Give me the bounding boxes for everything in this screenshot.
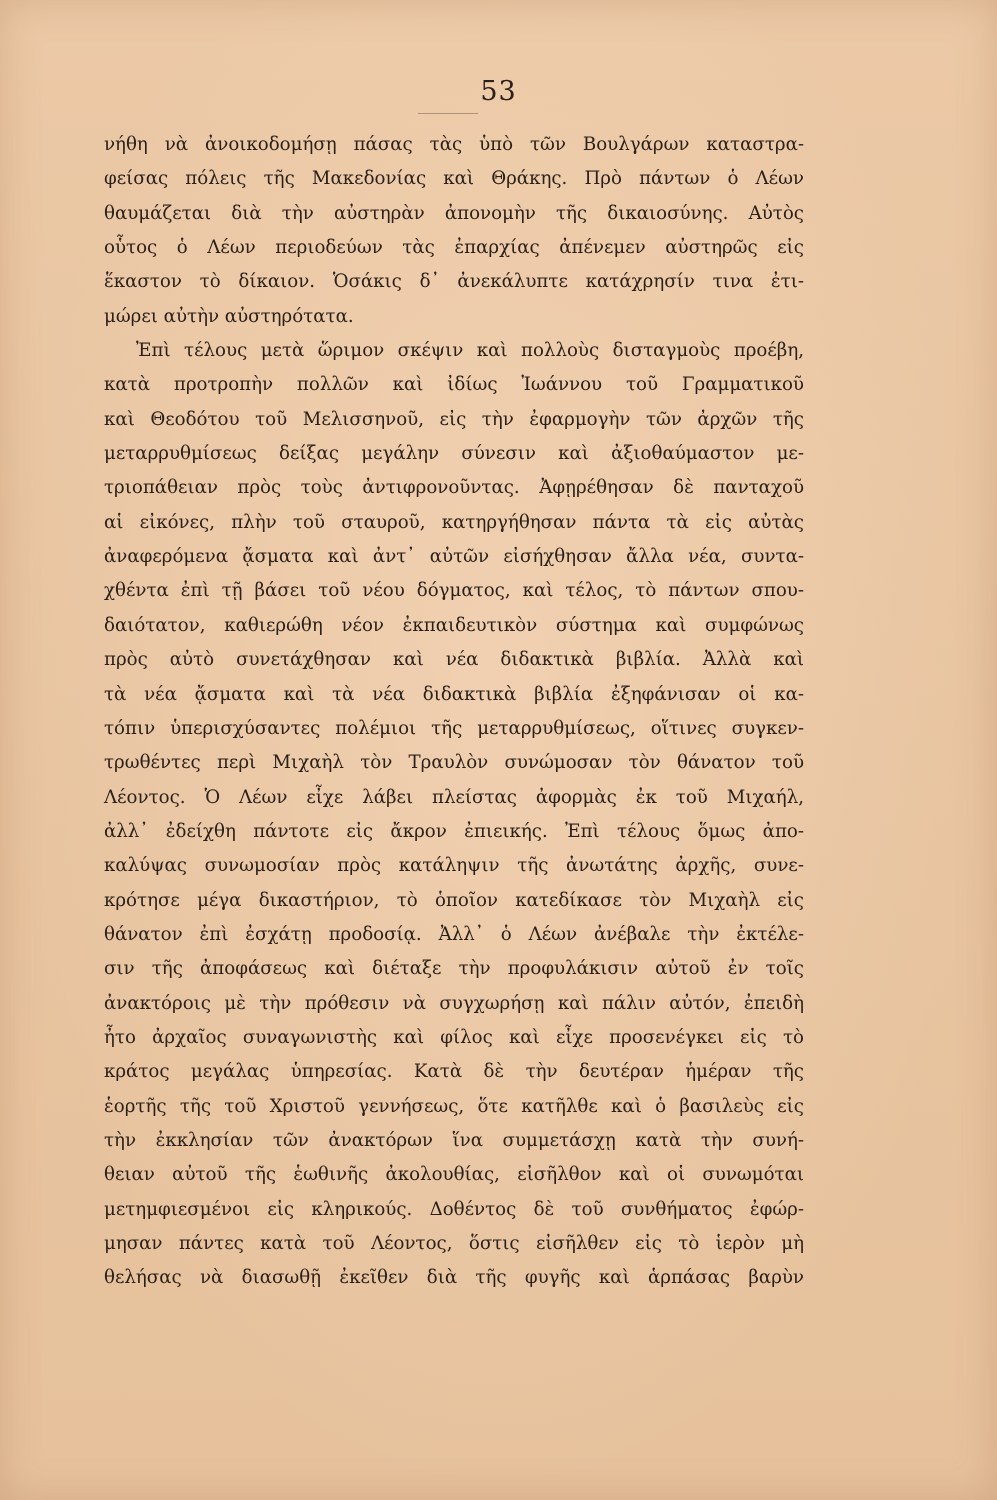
text-line: μετημφιεσμένοι εἰς κληρικούς. Δοθέντος δὲ τοῦ συνθήματος ἐφώρ- bbox=[104, 1198, 804, 1220]
text-line: ἑορτῆς τῆς τοῦ Χριστοῦ γεννήσεως, ὅτε κατῆλθε καὶ ὁ βασιλεὺς εἰς bbox=[104, 1095, 804, 1117]
text-line: ἀλλ᾽ ἐδείχθη πάντοτε εἰς ἄκρον ἐπιεικής. Ἐπὶ τέλους ὅμως ἀπο- bbox=[104, 820, 804, 842]
text-line: μεταρρυθμίσεως δείξας μεγάλην σύνεσιν καὶ ἀξιοθαύμαστον με- bbox=[104, 443, 804, 465]
text-line: σιν τῆς ἀποφάσεως καὶ διέταξε τὴν προφυλάκισιν αὐτοῦ ἐν τοῖς bbox=[104, 958, 804, 980]
text-line: τρωθέντες περὶ Μιχαὴλ τὸν Τραυλὸν συνώμοσαν τὸν θάνατον τοῦ bbox=[104, 752, 804, 774]
text-line: τριοπάθειαν πρὸς τοὺς ἀντιφρονοῦντας. Ἀφῃρέθησαν δὲ πανταχοῦ bbox=[104, 477, 804, 499]
text-line: νήθη νὰ ἀνοικοδομήσῃ πάσας τὰς ὑπὸ τῶν Βουλγάρων καταστρα- bbox=[104, 134, 804, 155]
text-line: μησαν πάντες κατὰ τοῦ Λέοντος, ὅστις εἰσῆλθεν εἰς τὸ ἱερὸν μὴ bbox=[104, 1233, 804, 1254]
text-line: θειαν αὐτοῦ τῆς ἑωθινῆς ἀκολουθίας, εἰσῆλθον καὶ οἱ συνωμόται bbox=[104, 1164, 804, 1186]
page-number-rule bbox=[418, 113, 478, 114]
page-number: 53 bbox=[480, 76, 517, 107]
text-line: φείσας πόλεις τῆς Μακεδονίας καὶ Θράκης. Πρὸ πάντων ὁ Λέων bbox=[104, 168, 804, 190]
text-line: Ἐπὶ τέλους μετὰ ὥριμον σκέψιν καὶ πολλοὺς δισταγμοὺς προέβη, bbox=[136, 340, 804, 362]
text-line: κατὰ προτροπὴν πολλῶν καὶ ἰδίως Ἰωάννου τοῦ Γραμματικοῦ bbox=[104, 374, 804, 396]
text-line: καλύψας συνωμοσίαν πρὸς κατάληψιν τῆς ἀνωτάτης ἀρχῆς, συνε- bbox=[104, 855, 804, 877]
text-line: θελήσας νὰ διασωθῇ ἐκεῖθεν διὰ τῆς φυγῆς καὶ ἁρπάσας βαρὺν bbox=[104, 1267, 804, 1289]
text-line: δαιότατον, καθιερώθη νέον ἐκπαιδευτικὸν σύστημα καὶ συμφώνως bbox=[104, 614, 804, 636]
text-line: μώρει αὐτὴν αὐστηρότατα. bbox=[104, 305, 354, 327]
text-line: χθέντα ἐπὶ τῇ βάσει τοῦ νέου δόγματος, καὶ τέλος, τὸ πάντων σπου- bbox=[104, 580, 804, 602]
text-line: οὗτος ὁ Λέων περιοδεύων τὰς ἐπαρχίας ἀπένεμεν αὐστηρῶς εἰς bbox=[104, 237, 804, 259]
text-line: αἱ εἰκόνες, πλὴν τοῦ σταυροῦ, κατηργήθησαν πάντα τὰ εἰς αὐτὰς bbox=[104, 511, 804, 533]
text-line: κρότησε μέγα δικαστήριον, τὸ ὁποῖον κατεδίκασε τὸν Μιχαὴλ εἰς bbox=[104, 889, 804, 911]
text-line: καὶ Θεοδότου τοῦ Μελισσηνοῦ, εἰς τὴν ἐφαρμογὴν τῶν ἀρχῶν τῆς bbox=[104, 408, 804, 430]
text-line: τὴν ἐκκλησίαν τῶν ἀνακτόρων ἵνα συμμετάσχῃ κατὰ τὴν συνή- bbox=[104, 1129, 804, 1151]
text-line: ἕκαστον τὸ δίκαιον. Ὁσάκις δ᾽ ἀνεκάλυπτε κατάχρησίν τινα ἐτι- bbox=[104, 271, 804, 293]
text-line: τόπιν ὑπερισχύσαντες πολέμιοι τῆς μεταρρυθμίσεως, οἵτινες συγκεν- bbox=[104, 717, 804, 739]
text-line: ἀνακτόροις μὲ τὴν πρόθεσιν νὰ συγχωρήσῃ καὶ πάλιν αὐτόν, ἐπειδὴ bbox=[104, 992, 804, 1014]
body-text bbox=[104, 128, 804, 1296]
text-line: θαυμάζεται διὰ τὴν αὐστηρὰν ἀπονομὴν τῆς δικαιοσύνης. Αὐτὸς bbox=[104, 202, 804, 224]
text-line: θάνατον ἐπὶ ἐσχάτῃ προδοσίᾳ. Ἀλλ᾽ ὁ Λέων ἀνέβαλε τὴν ἐκτέλε- bbox=[104, 923, 804, 945]
text-line: κράτος μεγάλας ὑπηρεσίας. Κατὰ δὲ τὴν δευτέραν ἡμέραν τῆς bbox=[104, 1061, 804, 1083]
text-line: ἦτο ἀρχαῖος συναγωνιστὴς καὶ φίλος καὶ εἶχε προσενέγκει εἰς τὸ bbox=[104, 1026, 804, 1048]
text-line: ἀναφερόμενα ᾄσματα καὶ ἀντ᾽ αὐτῶν εἰσήχθησαν ἄλλα νέα, συντα- bbox=[104, 546, 804, 568]
text-line: τὰ νέα ᾄσματα καὶ τὰ νέα διδακτικὰ βιβλία ἐξηφάνισαν οἱ κα- bbox=[104, 683, 804, 705]
text-line: πρὸς αὐτὸ συνετάχθησαν καὶ νέα διδακτικὰ βιβλία. Ἀλλὰ καὶ bbox=[104, 649, 804, 671]
text-line: Λέοντος. Ὁ Λέων εἶχε λάβει πλείστας ἀφορμὰς ἐκ τοῦ Μιχαήλ, bbox=[104, 786, 804, 808]
